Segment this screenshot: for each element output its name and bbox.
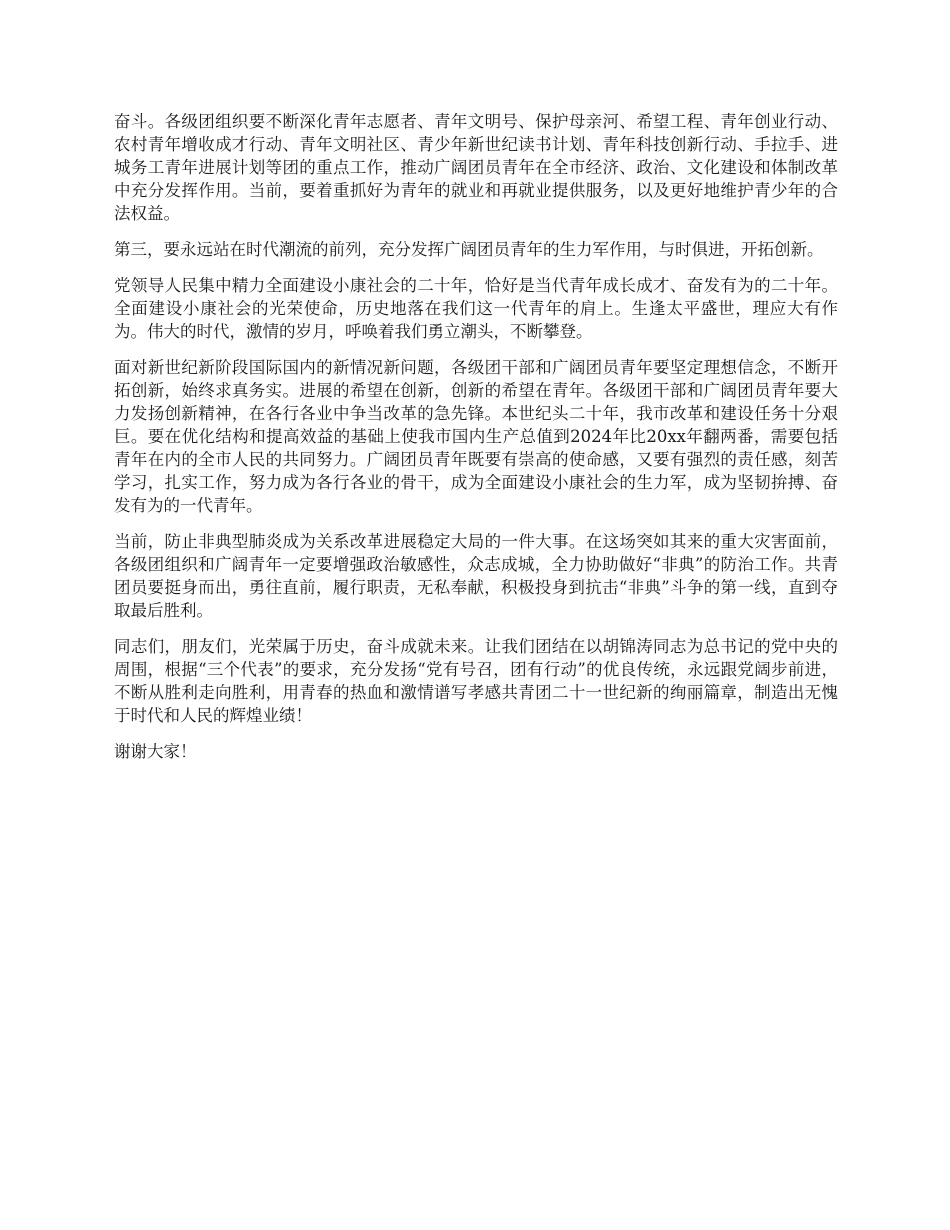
paragraph-4: 面对新世纪新阶段国际国内的新情况新问题，各级团干部和广阔团员青年要坚定理想信念，不断开拓创新，始终求真务实。进展的希望在创新，创新的希望在青年。各级团干部和广阔团员青年要大力发扬创新精神，在各行各业中争当改革的急先锋。本世纪头二十年，我市改革和建设任务十分艰巨。要在优化结构和提高效益的基础上使我市国内生产总值到2024年比20xx年翻两番，需要包括青年在内的全市人民的共同努力。广阔团员青年既要有崇高的使命感，又要有强烈的责任感，刻苦学习，扎实工作，努力成为各行各业的骨干，成为全面建设小康社会的生力军，成为坚韧拚搏、奋发有为的一代青年。 [114,358,838,515]
document-body [114,110,838,776]
paragraph-2: 第三，要永远站在时代潮流的前列，充分发挥广阔团员青年的生力军作用，与时俱进，开拓创新。 [114,240,824,259]
paragraph-3: 党领导人民集中精力全面建设小康社会的二十年，恰好是当代青年成长成才、奋发有为的二十年。全面建设小康社会的光荣使命，历史地落在我们这一代青年的肩上。生逢太平盛世，理应大有作为。伟大的时代，激情的岁月，呼唤着我们勇立潮头，不断攀登。 [114,276,838,341]
paragraph-1: 奋斗。各级团组织要不断深化青年志愿者、青年文明号、保护母亲河、希望工程、青年创业行动、农村青年增收成才行动、青年文明社区、青少年新世纪读书计划、青年科技创新行动、手拉手、进城务工青年进展计划等团的重点工作，推动广阔团员青年在全市经济、政治、文化建设和体制改革中充分发挥作用。当前，要着重抓好为青年的就业和再就业提供服务，以及更好地维护青少年的合法权益。 [114,112,838,223]
paragraph-5: 当前，防止非典型肺炎成为关系改革进展稳定大局的一件大事。在这场突如其来的重大灾害面前，各级团组织和广阔青年一定要增强政治敏感性，众志成城，全力协助做好“非典”的防治工作。共青团员要挺身而出，勇往直前，履行职责，无私奉献，积极投身到抗击“非典”斗争的第一线，直到夺取最后胜利。 [114,532,838,620]
paragraph-6: 同志们，朋友们，光荣属于历史，奋斗成就未来。让我们团结在以胡锦涛同志为总书记的党中央的周围，根据“三个代表”的要求，充分发扬“党有号召，团有行动”的优良传统，永远跟党阔步前进，不断从胜利走向胜利，用青春的热血和激情谱写孝感共青团二十一世纪新的绚丽篇章，制造出无愧于时代和人民的辉煌业绩！ [114,637,838,725]
closing-line: 谢谢大家！ [114,742,197,761]
